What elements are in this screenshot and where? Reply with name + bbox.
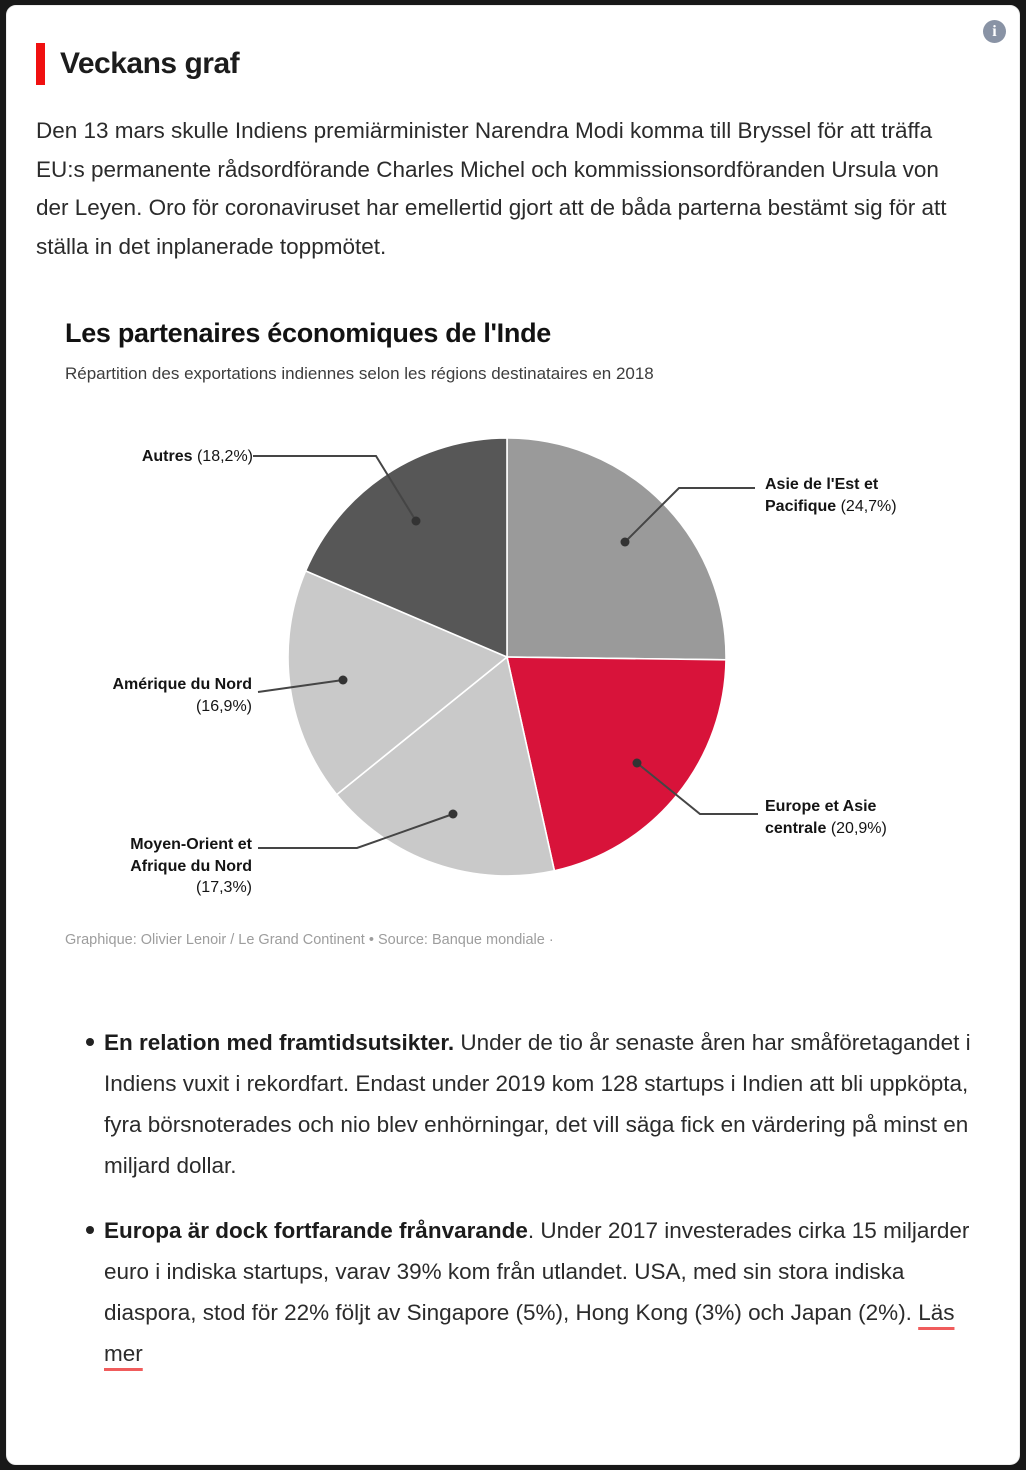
bullet-text (104, 1022, 984, 1186)
page-title: Veckans graf (60, 47, 240, 80)
bullet-icon (86, 1038, 94, 1046)
bullet-icon (86, 1226, 94, 1234)
bullet-lead: En relation med framtidsutsikter. (104, 1030, 455, 1055)
pie-slice-asie-est-pacifique (507, 438, 726, 660)
leader-dot-autres (412, 517, 421, 526)
chart-title: Les partenaires économiques de l'Inde (65, 318, 551, 348)
chart-subtitle: Répartition des exportations indiennes selon les régions destinataires en 2018 (65, 364, 654, 383)
info-icon[interactable]: i (983, 20, 1006, 43)
list-item (86, 1210, 990, 1374)
bullet-rest: Under de tio år senaste åren har småföretagandet i Indiens vuxit i rekordfart. Endast under 2019 kom 128 startups i Indien att bli uppköpta, fyra börsnoterades och nio blev enhörningar, det vill säga fick en värdering på minst en miljard dollar. (104, 1030, 971, 1178)
takeaways-list (86, 1022, 990, 1374)
pie-label-europe-asie-centrale: Europe et Asie centrale (20,9%) (765, 798, 887, 837)
bullet-lead: Europa är dock fortfarande frånvarande (104, 1218, 528, 1243)
chart-credit: Graphique: Olivier Lenoir / Le Grand Continent • Source: Banque mondiale · (65, 932, 554, 948)
list-item (86, 1022, 990, 1186)
leader-dot-asie-est-pacifique (621, 538, 630, 547)
read-more-link[interactable]: Läs mer (104, 1300, 955, 1366)
pie-label-amerique-du-nord: Amérique du Nord (16,9%) (112, 676, 252, 715)
pie-label-asie-est-pacifique: Asie de l'Est et Pacifique (24,7%) (765, 476, 897, 515)
leader-dot-europe-asie-centrale (633, 759, 642, 768)
pie-label-autres: Autres (18,2%) (141, 448, 253, 465)
red-accent-bar (36, 43, 45, 85)
leader-dot-amerique-du-nord (339, 676, 348, 685)
intro-paragraph: Den 13 mars skulle Indiens premiärminister Narendra Modi komma till Bryssel för att träffa EU:s permanente rådsordförande Charles Michel och kommissionsordföranden Ursula von der Leyen. Oro för coronaviruset har emellertid gjort att de båda parterna bestämt sig för att ställa in det inplanerade toppmötet. (36, 118, 947, 259)
pie-chart-canvas (43, 424, 997, 894)
bullet-rest: . Under 2017 investerades cirka 15 miljarder euro i indiska startups, varav 39% kom från utlandet. USA, med sin stora indiska diaspora, stod för 22% följt av Singapore (5%), Hong Kong (3%) och Japan (2%). (104, 1218, 970, 1325)
chart-figure (65, 318, 1019, 948)
section-header (36, 43, 990, 85)
leader-dot-moyen-orient-afrique-du-nord (449, 810, 458, 819)
bullet-text (104, 1210, 984, 1374)
pie-label-moyen-orient-afrique-du-nord: Moyen-Orient et Afrique du Nord (17,3%) (130, 836, 252, 896)
page-card (6, 5, 1020, 1465)
